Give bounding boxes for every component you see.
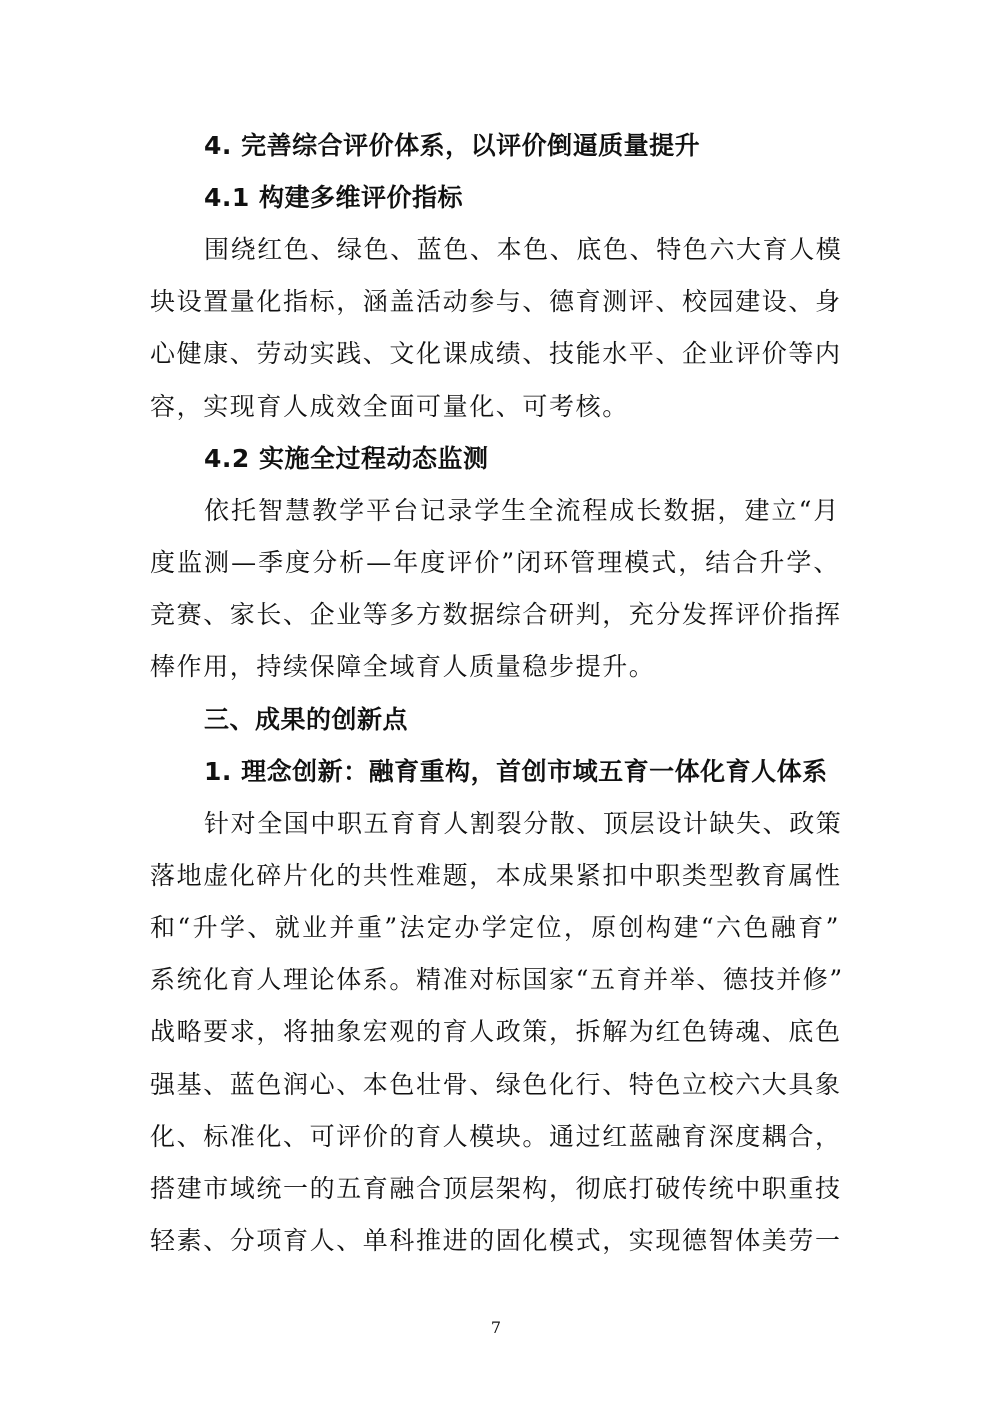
subsection-heading-4-1: 4.1 构建多维评价指标	[204, 183, 463, 212]
subsection-heading-4-2: 4.2 实施全过程动态监测	[204, 443, 489, 473]
paragraph-line: 和“升学、就业并重”法定办学定位，原创构建“六色融育”	[150, 913, 840, 943]
section-heading-4: 4. 完善综合评价体系，以评价倒逼质量提升	[204, 131, 701, 160]
paragraph-line: 竞赛、家长、企业等多方数据综合研判，充分发挥评价指挥	[150, 600, 842, 630]
paragraph-line: 战略要求，将抽象宏观的育人政策，拆解为红色铸魂、底色	[150, 1017, 842, 1047]
section-heading-3: 三、成果的创新点	[204, 704, 409, 734]
page-number: 7	[490, 1318, 502, 1337]
paragraph-line: 搭建市域统一的五育融合顶层架构，彻底打破传统中职重技	[150, 1174, 842, 1204]
paragraph-line: 依托智慧教学平台记录学生全流程成长数据，建立“月	[204, 495, 840, 525]
paragraph-line: 块设置量化指标，涵盖活动参与、德育测评、校园建设、身	[150, 287, 842, 317]
paragraph-line: 系统化育人理论体系。精准对标国家“五育并举、德技并修”	[150, 965, 844, 995]
paragraph-line: 容，实现育人成效全面可量化、可考核。	[150, 391, 629, 421]
paragraph-line: 度监测—季度分析—年度评价”闭环管理模式，结合升学、	[150, 548, 840, 578]
paragraph-line: 棒作用，持续保障全域育人质量稳步提升。	[150, 652, 656, 682]
page-content	[150, 120, 844, 1267]
paragraph-line: 轻素、分项育人、单科推进的固化模式，实现德智体美劳一	[150, 1226, 842, 1256]
paragraph-line: 针对全国中职五育育人割裂分散、顶层设计缺失、政策	[204, 808, 843, 838]
paragraph-4-2	[150, 485, 840, 694]
paragraph-4-1	[150, 224, 843, 433]
paragraph-line: 围绕红色、绿色、蓝色、本色、底色、特色六大育人模	[204, 235, 843, 264]
paragraph-line: 化、标准化、可评价的育人模块。通过红蓝融育深度耦合，	[150, 1121, 842, 1151]
paragraph-3-1	[150, 798, 844, 1268]
paragraph-line: 心健康、劳动实践、文化课成绩、技能水平、企业评价等内	[150, 339, 842, 369]
subsection-heading-3-1: 1. 理念创新：融育重构，首创市域五育一体化育人体系	[204, 756, 828, 786]
paragraph-line: 落地虚化碎片化的共性难题，本成果紧扣中职类型教育属性	[150, 860, 842, 890]
paragraph-line: 强基、蓝色润心、本色壮骨、绿色化行、特色立校六大具象	[150, 1069, 842, 1099]
